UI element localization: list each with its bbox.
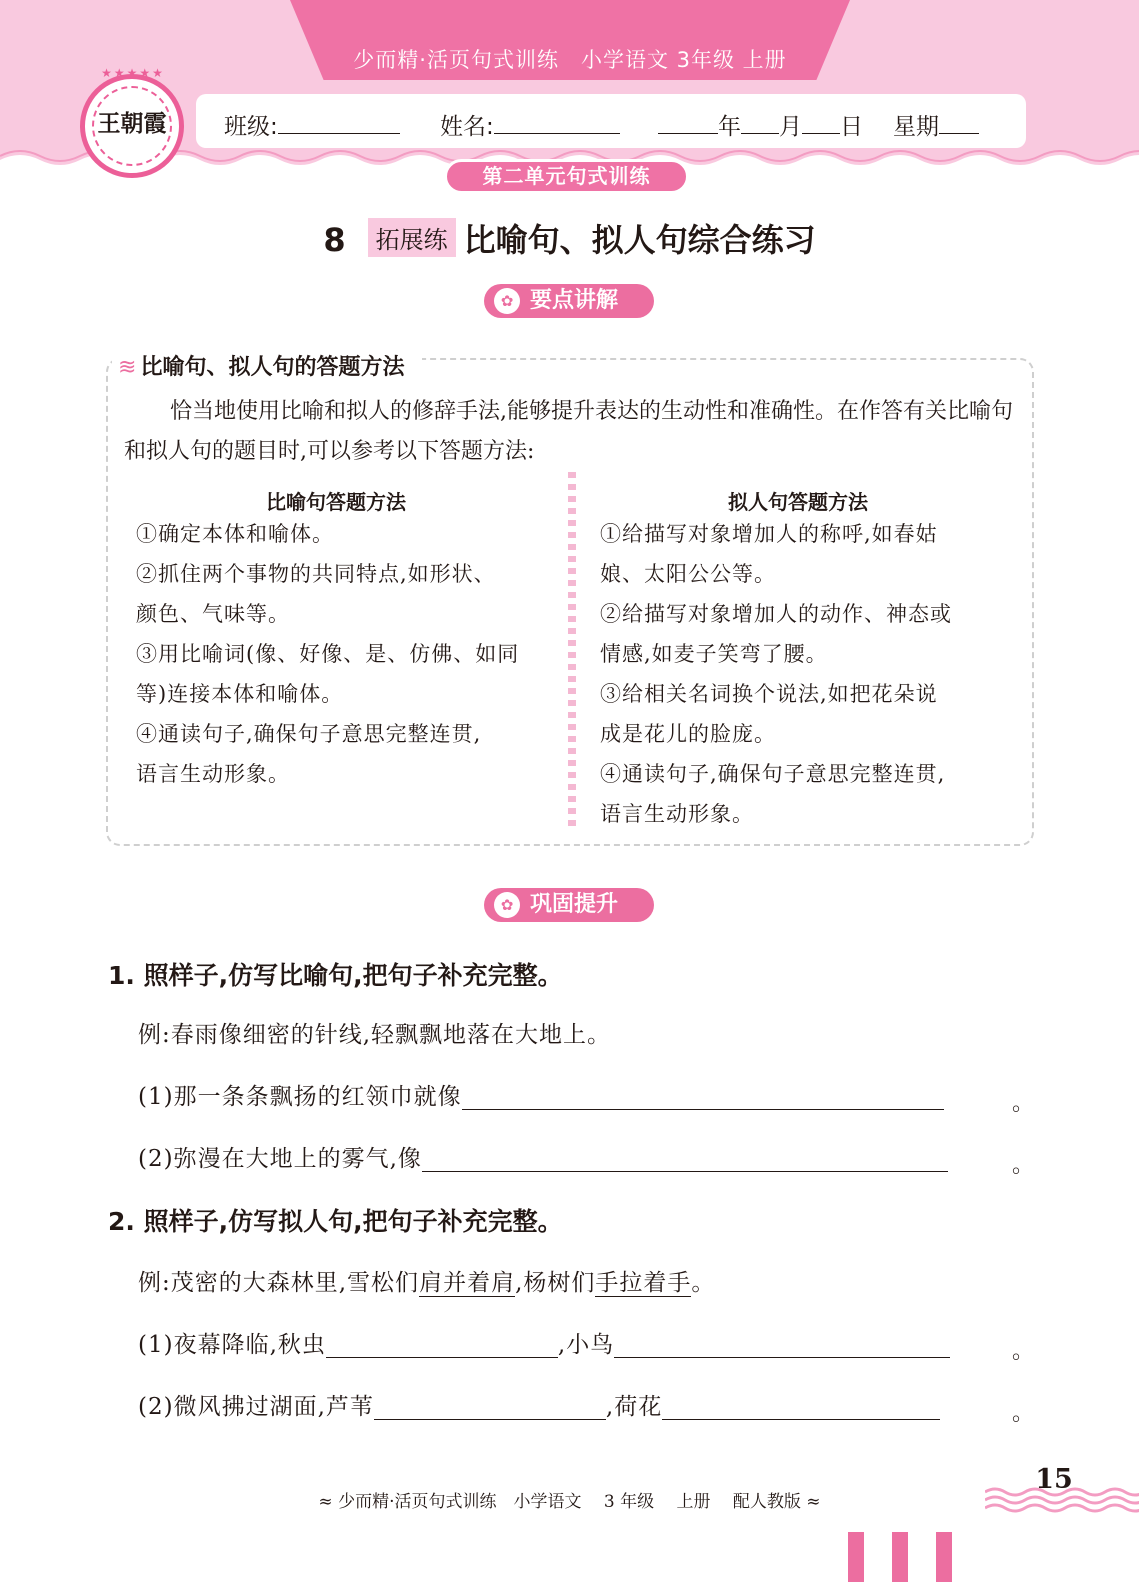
- lesson-title: [0, 215, 1139, 261]
- class-label: 班级:: [224, 114, 278, 140]
- q1-item2-text: (2)弥漫在大地上的雾气,像: [138, 1146, 422, 1172]
- weekday-blank[interactable]: [939, 112, 979, 134]
- name-label: 姓名:: [440, 114, 494, 140]
- logo-text: 王朝霞: [97, 110, 167, 137]
- question-1-item-2: [138, 1140, 948, 1173]
- q2-item2-answer-blank-2[interactable]: [662, 1392, 940, 1420]
- footer-series-text: ≈ 少而精·活页句式训练 小学语文 3 年级 上册 配人教版 ≈: [318, 1492, 821, 1512]
- date-field[interactable]: [658, 108, 979, 141]
- section-consolidate: [484, 888, 654, 922]
- q1-item1-answer-blank[interactable]: [462, 1082, 944, 1110]
- footer-bar-decoration: [848, 1532, 864, 1582]
- simile-method-title: 比喻句答题方法: [266, 490, 406, 514]
- section-consolidate-label: 巩固提升: [530, 892, 619, 917]
- question-2-example: [138, 1264, 715, 1297]
- column-divider: [568, 472, 576, 832]
- q2-item1-answer-blank-2[interactable]: [614, 1330, 950, 1358]
- section-key-points-label: 要点讲解: [530, 288, 619, 313]
- student-info-box: [196, 94, 1026, 148]
- year-label: 年: [718, 114, 741, 140]
- question-1-example: 例:春雨像细密的针线,轻飘飘地落在大地上。: [138, 1022, 612, 1048]
- simile-line: ③用比喻词(像、好像、是、仿佛、如同: [136, 642, 520, 666]
- q2-item2-text-b: ,荷花: [605, 1394, 663, 1420]
- q2-item1-text-a: (1)夜幕降临,秋虫: [138, 1332, 326, 1358]
- lesson-number: 8: [323, 221, 346, 259]
- method-heading: 比喻句、拟人句的答题方法: [140, 355, 405, 380]
- q2-item1-period: 。: [1012, 1339, 1035, 1364]
- personification-method-title: 拟人句答题方法: [728, 490, 868, 514]
- simile-line: 等)连接本体和喻体。: [136, 682, 344, 706]
- personification-method-list: [600, 514, 1010, 834]
- weekday-label: 星期: [893, 114, 939, 140]
- footer-bar-decoration: [936, 1532, 952, 1582]
- day-label: 日: [840, 114, 863, 140]
- series-title: 少而精·活页句式训练 小学语文 3年级 上册: [353, 48, 787, 72]
- q2-example-underline-2: 手拉着手: [595, 1270, 692, 1296]
- question-1-title: 1. 照样子,仿写比喻句,把句子补充完整。: [108, 961, 563, 990]
- q1-item1-period: 。: [1012, 1091, 1035, 1116]
- simile-line: 颜色、气味等。: [136, 602, 290, 626]
- personification-line: ②给描写对象增加人的动作、神态或: [600, 602, 952, 626]
- q2-example-mid: ,杨树们: [515, 1270, 596, 1296]
- simile-method-list: [136, 514, 546, 794]
- brand-logo: [80, 74, 184, 178]
- footer-bar-decoration: [892, 1532, 908, 1582]
- page-number: 15: [1035, 1464, 1073, 1495]
- lesson-tag: 拓展练: [368, 218, 456, 257]
- name-field[interactable]: [440, 108, 620, 141]
- month-blank[interactable]: [741, 112, 779, 134]
- q2-example-underline-1: 肩并着肩: [419, 1270, 516, 1296]
- personification-line: 情感,如麦子笑弯了腰。: [600, 642, 828, 666]
- personification-line: ④通读句子,确保句子意思完整连贯,: [600, 762, 946, 786]
- question-2-item-1: [138, 1326, 950, 1359]
- simile-line: ②抓住两个事物的共同特点,如形状、: [136, 562, 496, 586]
- personification-line: ①给描写对象增加人的称呼,如春姑: [600, 522, 938, 546]
- month-label: 月: [779, 114, 802, 140]
- q2-item1-answer-blank-1[interactable]: [326, 1330, 558, 1358]
- day-blank[interactable]: [802, 112, 840, 134]
- class-blank[interactable]: [278, 112, 400, 134]
- personification-line: 娘、太阳公公等。: [600, 562, 776, 586]
- unit-badge: 第二单元句式训练: [444, 159, 689, 194]
- q2-example-prefix: 例:茂密的大森林里,雪松们: [138, 1270, 420, 1296]
- medal-icon: ✿: [494, 288, 520, 314]
- q2-item2-answer-blank-1[interactable]: [374, 1392, 606, 1420]
- question-2-item-2: [138, 1388, 940, 1421]
- logo-stars-icon: ★★★★★: [101, 66, 165, 80]
- year-blank[interactable]: [658, 112, 718, 134]
- section-key-points: [484, 284, 654, 318]
- q1-item2-period: 。: [1012, 1153, 1035, 1178]
- simile-line: 语言生动形象。: [136, 762, 290, 786]
- q1-item2-answer-blank[interactable]: [422, 1144, 948, 1172]
- personification-line: 语言生动形象。: [600, 802, 754, 826]
- wave-icon: ≋: [118, 355, 137, 380]
- simile-line: ①确定本体和喻体。: [136, 522, 334, 546]
- personification-line: ③给相关名词换个说法,如把花朵说: [600, 682, 938, 706]
- class-field[interactable]: [224, 108, 400, 141]
- q1-item1-text: (1)那一条条飘扬的红领巾就像: [138, 1084, 462, 1110]
- lesson-title-text: 比喻句、拟人句综合练习: [463, 221, 816, 259]
- q2-item2-period: 。: [1012, 1401, 1035, 1426]
- simile-line: ④通读句子,确保句子意思完整连贯,: [136, 722, 482, 746]
- q2-item1-text-b: ,小鸟: [557, 1332, 615, 1358]
- method-intro: 恰当地使用比喻和拟人的修辞手法,能够提升表达的生动性和准确性。在作答有关比喻句和拟人句的题目时,可以参考以下答题方法:: [124, 399, 1013, 464]
- personification-line: 成是花儿的脸庞。: [600, 722, 776, 746]
- question-1-item-1: [138, 1078, 944, 1111]
- name-blank[interactable]: [494, 112, 620, 134]
- q2-item2-text-a: (2)微风拂过湖面,芦苇: [138, 1394, 374, 1420]
- method-heading-wrap: [112, 344, 422, 387]
- q2-example-end: 。: [691, 1270, 716, 1296]
- medal-icon: ✿: [494, 892, 520, 918]
- question-2-title: 2. 照样子,仿写拟人句,把句子补充完整。: [108, 1207, 563, 1236]
